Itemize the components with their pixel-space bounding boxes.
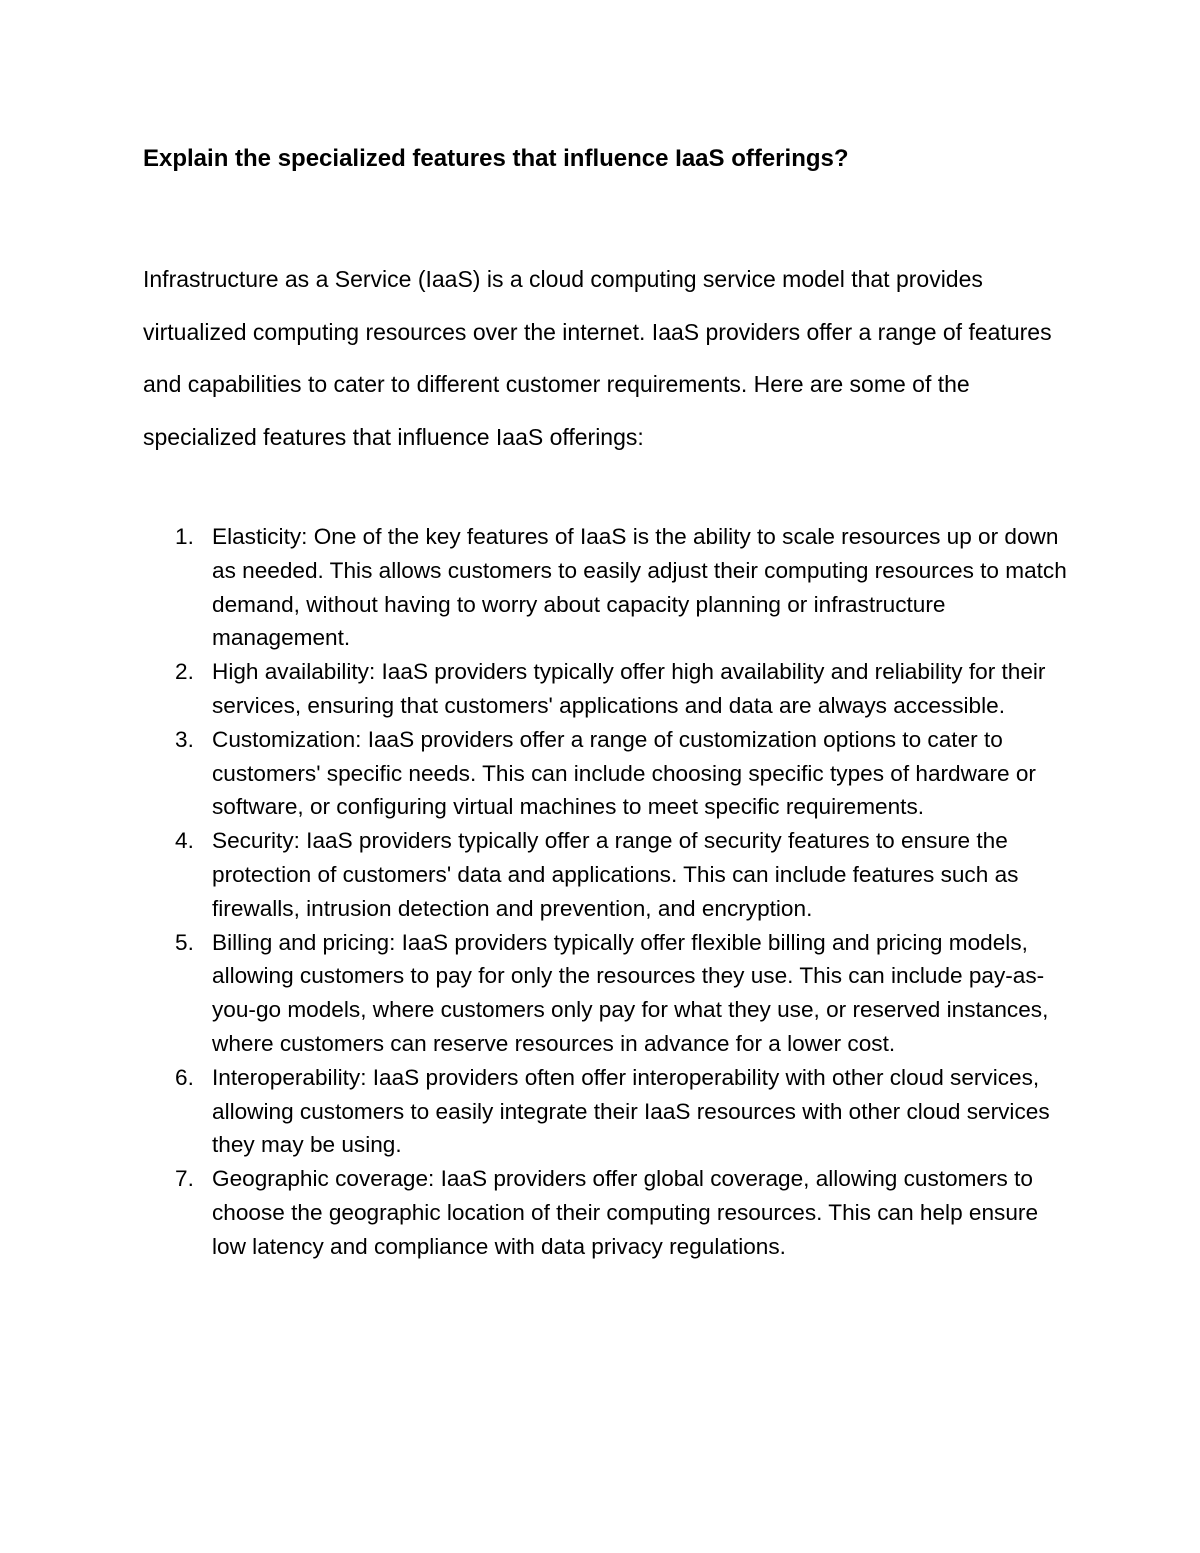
feature-number: 5. xyxy=(175,929,194,955)
feature-text: Security: IaaS providers typically offer a range of security features to ensure the protection of customers' data and applications. This can include features such as firewalls, intrusion detection and prevention, and encryption. xyxy=(212,828,1019,921)
feature-text: High availability: IaaS providers typically offer high availability and reliability for their services, ensuring that customers' applications and data are always accessible. xyxy=(212,659,1046,718)
feature-list xyxy=(143,520,1073,1264)
feature-item-geographic-coverage xyxy=(143,1162,1073,1263)
feature-text: Elasticity: One of the key features of IaaS is the ability to scale resources up or down as needed. This allows customers to easily adjust their computing resources to match demand, without having to worry about capacity planning or infrastructure management. xyxy=(212,524,1067,651)
document-title: Explain the specialized features that influence IaaS offerings? xyxy=(143,145,849,172)
feature-number: 2. xyxy=(175,659,194,685)
feature-number: 4. xyxy=(175,828,194,854)
feature-number: 1. xyxy=(175,524,194,549)
feature-item-elasticity xyxy=(143,520,1073,655)
intro-paragraph: Infrastructure as a Service (IaaS) is a cloud computing service model that provides virtualized computing resources over the internet. IaaS providers offer a range of features and capabilities to cater to different customer requirements. Here are some of the specialized features that influence IaaS offerings: xyxy=(143,266,1052,450)
feature-text: Interoperability: IaaS providers often offer interoperability with other cloud services, allowing customers to easily integrate their IaaS resources with other cloud services they may be using. xyxy=(212,1064,1050,1158)
feature-item-billing-pricing xyxy=(143,926,1073,1061)
feature-item-security xyxy=(143,824,1073,925)
feature-text: Customization: IaaS providers offer a range of customization options to cater to customers' specific needs. This can include choosing specific types of hardware or software, or configuring virtual machines to meet specific requirements. xyxy=(212,726,1036,820)
feature-item-customization xyxy=(143,723,1073,824)
feature-text: Geographic coverage: IaaS providers offer global coverage, allowing customers to choose the geographic location of their computing resources. This can help ensure low latency and compliance with data privacy regulations. xyxy=(212,1166,1039,1259)
feature-number: 6. xyxy=(175,1064,194,1090)
feature-number: 3. xyxy=(175,726,194,752)
feature-number: 7. xyxy=(175,1166,194,1192)
feature-text: Billing and pricing: IaaS providers typically offer flexible billing and pricing models, allowing customers to pay for only the resources they use. This can include pay-as-you-go models, where customers only pay for what they use, or reserved instances, where customers can reserve resources in advance for a lower cost. xyxy=(212,929,1049,1056)
feature-item-interoperability xyxy=(143,1061,1073,1162)
feature-item-high-availability xyxy=(143,655,1073,723)
